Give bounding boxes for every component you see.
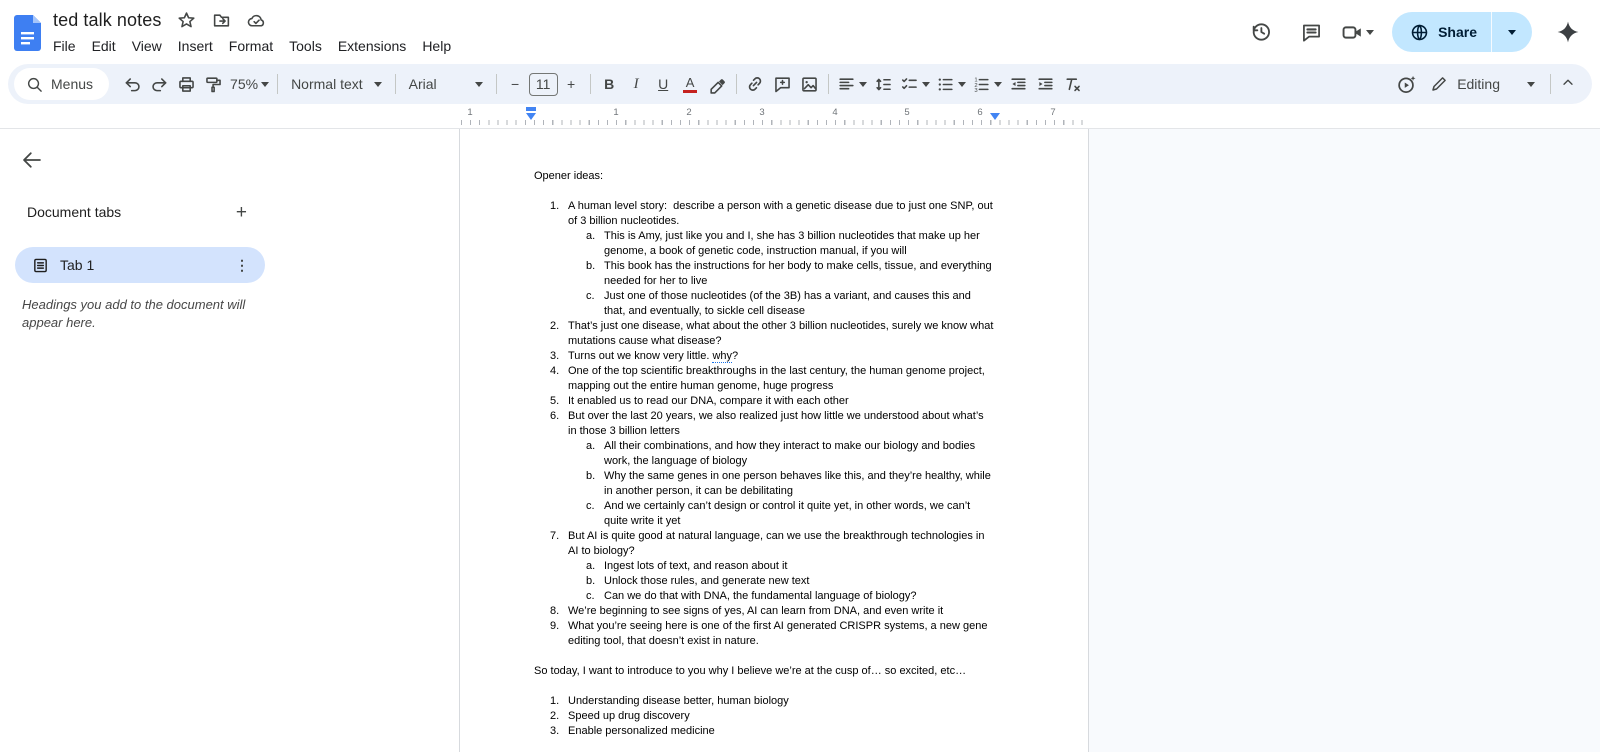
line-spacing-button[interactable]: [870, 70, 897, 98]
align-caret-icon: [859, 82, 867, 87]
doc-list-item[interactable]: [534, 574, 994, 589]
menu-insert[interactable]: Insert: [177, 37, 213, 54]
doc-list-item[interactable]: [534, 604, 994, 619]
undo-button[interactable]: [119, 70, 146, 98]
list-marker: 2.: [550, 710, 560, 722]
style-caret-icon: [374, 82, 382, 87]
zoom-value: 75%: [230, 76, 259, 92]
list-item-text[interactable]: One of the top scientific breakthroughs in the last century, the human genome project, mapping out the entire human genome, huge progress: [568, 365, 988, 392]
menu-file[interactable]: File: [53, 37, 76, 54]
list-marker: 7.: [550, 530, 560, 542]
bulleted-list-icon: [936, 75, 955, 94]
list-marker: a.: [586, 560, 596, 572]
checklist-caret-icon: [922, 82, 930, 87]
star-icon[interactable]: [177, 11, 196, 30]
list-marker: 1.: [550, 200, 560, 212]
page[interactable]: [459, 129, 1089, 752]
ruler-number: 3: [756, 107, 767, 118]
doc-list-item[interactable]: [534, 709, 994, 724]
list-marker: c.: [586, 500, 595, 512]
doc-list-item[interactable]: [534, 409, 994, 439]
menu-help[interactable]: Help: [422, 37, 452, 54]
minus-icon: −: [511, 76, 520, 92]
share-button[interactable]: [1392, 12, 1532, 52]
doc-list-item[interactable]: [534, 469, 994, 499]
doc-list-item[interactable]: [534, 229, 994, 259]
highlight-color-button[interactable]: [704, 70, 731, 98]
bulleted-list-caret-icon: [958, 82, 966, 87]
doc-numbered-list: [534, 694, 994, 739]
svg-text:3: 3: [973, 87, 978, 94]
checklist-icon: [900, 75, 919, 94]
ruler-strip: [0, 104, 1600, 129]
print-icon: [177, 75, 196, 94]
comments-icon: [1301, 22, 1322, 43]
doc-list-item[interactable]: [534, 559, 994, 574]
doc-list-item[interactable]: [534, 694, 994, 709]
editor-canvas: [459, 129, 1600, 752]
list-marker: 3.: [550, 725, 560, 737]
ruler-number: 7: [1047, 107, 1058, 118]
doc-list-item[interactable]: [534, 319, 997, 349]
list-item-text[interactable]: Understanding disease better, human biology: [568, 695, 789, 707]
tabs-help-text: Headings you add to the document will appear here.: [22, 297, 246, 330]
bulleted-list-button[interactable]: [933, 70, 969, 98]
list-marker: b.: [586, 260, 596, 272]
menu-view[interactable]: View: [131, 37, 162, 54]
list-item-text[interactable]: Turns out we know very little. why?: [568, 350, 739, 362]
italic-button[interactable]: [623, 70, 650, 98]
tabs-header: [15, 201, 265, 223]
menu-extensions[interactable]: Extensions: [337, 37, 407, 54]
left-indent-marker[interactable]: [526, 113, 536, 120]
doc-numbered-list: [534, 199, 997, 649]
hide-menus-button[interactable]: [1556, 74, 1586, 95]
list-marker: 9.: [550, 620, 560, 632]
tab-document-icon: [32, 257, 49, 274]
toolbar-divider: [736, 74, 737, 94]
tab-item-tab1[interactable]: [15, 247, 265, 283]
list-marker: c.: [586, 290, 595, 302]
toolbar-divider: [277, 74, 278, 94]
list-marker: b.: [586, 470, 596, 482]
list-item-text[interactable]: Unlock those rules, and generate new text: [604, 575, 810, 587]
doc-paragraph[interactable]: So today, I want to introduce to you why I believe we’re at the cusp of… so excited, etc…: [534, 665, 967, 677]
chevron-up-icon: [1560, 74, 1576, 90]
svg-text:1: 1: [973, 77, 978, 84]
numbered-list-caret-icon: [994, 82, 1002, 87]
menus-label: Menus: [51, 76, 94, 92]
doc-list-item[interactable]: [534, 259, 994, 289]
list-marker: 2.: [550, 320, 560, 332]
redo-button[interactable]: [146, 70, 173, 98]
list-item-text[interactable]: A human level story: describe a person with a genetic disease due to just one SNP, out of 3 billion nucleotides.: [568, 200, 996, 227]
share-options-button[interactable]: [1492, 12, 1532, 52]
text-color-button[interactable]: [677, 70, 704, 98]
toolbar-divider: [1550, 74, 1551, 94]
content-area: [0, 129, 1600, 752]
clear-formatting-icon: [1063, 75, 1082, 94]
list-item-text[interactable]: Can we do that with DNA, the fundamental language of biology?: [604, 590, 917, 602]
doc-list-item[interactable]: [534, 364, 994, 394]
print-button[interactable]: [173, 70, 200, 98]
spellcheck-flagged-word: why: [712, 350, 733, 362]
highlighter-icon: [708, 75, 727, 94]
doc-paragraph[interactable]: Opener ideas:: [534, 170, 604, 182]
menu-edit[interactable]: Edit: [91, 37, 116, 54]
search-icon: [26, 76, 43, 93]
list-marker: 6.: [550, 410, 560, 422]
list-item-text[interactable]: Ingest lots of text, and reason about it: [604, 560, 788, 572]
menu-format[interactable]: Format: [228, 37, 274, 54]
gemini-button[interactable]: [1548, 12, 1588, 52]
redo-icon: [150, 75, 169, 94]
list-item-text[interactable]: And we certainly can’t design or control it quite yet, in other words, we can’t quite write it yet: [604, 500, 974, 527]
list-marker: a.: [586, 440, 596, 452]
list-marker: 1.: [550, 695, 560, 707]
bold-icon: B: [604, 76, 615, 92]
catch-me-up-button[interactable]: [1393, 70, 1420, 98]
list-marker: a.: [586, 230, 596, 242]
ruler[interactable]: [459, 104, 1089, 128]
paint-roller-icon: [204, 75, 223, 94]
numbered-list-icon: [972, 75, 991, 94]
list-item-text[interactable]: That’s just one disease, what about the other 3 billion nucleotides, surely we know what mutations cause what disease?: [568, 320, 997, 347]
align-left-icon: [837, 75, 856, 94]
list-item-text[interactable]: We’re beginning to see signs of yes, AI can learn from DNA, and even write it: [568, 605, 944, 617]
toolbar-divider: [496, 74, 497, 94]
list-item-text[interactable]: All their combinations, and how they interact to make our biology and bodies work, the language of biology: [604, 440, 979, 467]
doc-list-item[interactable]: [534, 349, 994, 364]
document-title[interactable]: ted talk notes: [53, 10, 162, 30]
line-spacing-icon: [874, 75, 893, 94]
search-menus-button[interactable]: [14, 68, 109, 100]
svg-text:2: 2: [973, 82, 978, 89]
doc-list-item[interactable]: [534, 724, 994, 739]
text-color-icon: A: [683, 76, 697, 93]
list-item-text[interactable]: But over the last 20 years, we also realized just how little we understood about what’s in those 3 billion letters: [568, 410, 987, 437]
history-clock-icon: [1250, 21, 1272, 43]
doc-list-item[interactable]: [534, 499, 994, 529]
ruler-number: 2: [683, 107, 694, 118]
add-comment-icon: [773, 75, 792, 94]
decrease-indent-icon: [1009, 75, 1028, 94]
menu-tools[interactable]: Tools: [289, 37, 322, 54]
gemini-sparkle-icon: [1556, 20, 1580, 44]
clear-formatting-button[interactable]: [1059, 70, 1086, 98]
list-marker: b.: [586, 575, 596, 587]
tab-options-kebab-icon[interactable]: ⋮: [235, 256, 249, 273]
doc-list-item[interactable]: [534, 529, 994, 559]
share-caret-icon: [1508, 30, 1516, 35]
list-item-text[interactable]: This book has the instructions for her body to make cells, tissue, and everything needed for her to live: [604, 260, 995, 287]
increase-indent-button[interactable]: [1032, 70, 1059, 98]
format-toolbar: [8, 64, 1592, 104]
editing-caret-icon: [1527, 82, 1535, 87]
editing-mode-select[interactable]: [1420, 70, 1545, 98]
paragraph-style-select[interactable]: [283, 70, 390, 98]
list-item-text[interactable]: Enable personalized medicine: [568, 725, 715, 737]
list-marker: 3.: [550, 350, 560, 362]
font-family-value: Arial: [408, 76, 437, 92]
join-call-button[interactable]: [1341, 21, 1374, 44]
comments-button[interactable]: [1291, 12, 1331, 52]
add-comment-button[interactable]: [769, 70, 796, 98]
ai-catch-up-icon: [1396, 74, 1417, 95]
undo-icon: [123, 75, 142, 94]
doc-list-item[interactable]: [534, 289, 994, 319]
doc-list-item[interactable]: [534, 439, 994, 469]
underline-button[interactable]: [650, 70, 677, 98]
insert-link-button[interactable]: [742, 70, 769, 98]
paragraph-style-value: Normal text: [291, 76, 363, 92]
call-options-caret-icon: [1366, 30, 1374, 35]
ruler-number: 5: [901, 107, 912, 118]
paint-format-button[interactable]: [200, 70, 227, 98]
google-docs-logo-icon[interactable]: [14, 15, 41, 51]
list-item-text[interactable]: But AI is quite good at natural language, can we use the breakthrough technologies in AI to biology?: [568, 530, 987, 557]
close-sidebar-button[interactable]: [14, 142, 50, 178]
underline-icon: U: [658, 76, 669, 92]
video-camera-icon: [1341, 21, 1364, 44]
globe-icon: [1410, 23, 1429, 42]
list-item-text[interactable]: Why the same genes in one person behaves like this, and they’re healthy, while in another person, it can be debilitating: [604, 470, 994, 497]
tabs-column: [15, 201, 265, 332]
ruler-number: 1: [464, 107, 475, 118]
first-line-indent-marker[interactable]: [526, 107, 536, 111]
font-caret-icon: [475, 82, 483, 87]
list-item-text[interactable]: What you’re seeing here is one of the first AI generated CRISPR systems, a new gene editing tool, that doesn’t exist in nature.: [568, 620, 991, 647]
list-marker: 8.: [550, 605, 560, 617]
list-item-text[interactable]: This is Amy, just like you and I, she has 3 billion nucleotides that make up her genome, a book of genetic code, instruction manual, if you will: [604, 230, 983, 257]
tab-label: Tab 1: [60, 257, 95, 273]
top-bar: [0, 0, 1600, 64]
ruler-ticks: [461, 120, 1089, 125]
zoom-caret-icon: [261, 82, 269, 87]
link-icon: [745, 74, 765, 94]
doc-list-item[interactable]: [534, 589, 994, 604]
back-arrow-icon: [21, 149, 43, 171]
ruler-number: 1: [610, 107, 621, 118]
pencil-icon: [1430, 75, 1448, 93]
checklist-button[interactable]: [897, 70, 933, 98]
toolbar-divider: [395, 74, 396, 94]
right-indent-marker[interactable]: [990, 113, 1000, 120]
increase-font-size-button[interactable]: [558, 70, 585, 98]
doc-list-item[interactable]: [534, 619, 994, 649]
italic-icon: I: [633, 75, 639, 92]
document-tabs-sidebar: [0, 129, 459, 752]
plus-icon: +: [567, 76, 576, 92]
numbered-list-button[interactable]: [969, 70, 1005, 98]
toolbar-divider: [590, 74, 591, 94]
share-main-section[interactable]: [1392, 12, 1491, 52]
image-icon: [800, 75, 819, 94]
doc-list-item[interactable]: [534, 199, 994, 229]
move-to-folder-icon[interactable]: [212, 11, 231, 30]
toolbar-divider: [828, 74, 829, 94]
add-tab-button[interactable]: +: [235, 201, 247, 223]
list-item-text[interactable]: Speed up drug discovery: [568, 710, 690, 722]
ruler-number: 4: [829, 107, 840, 118]
list-marker: c.: [586, 590, 595, 602]
bold-button[interactable]: [596, 70, 623, 98]
list-marker: 4.: [550, 365, 560, 377]
zoom-select[interactable]: [227, 70, 272, 98]
list-marker: 5.: [550, 395, 560, 407]
insert-image-button[interactable]: [796, 70, 823, 98]
font-family-select[interactable]: [401, 70, 491, 98]
tabs-title: Document tabs: [27, 204, 122, 220]
ruler-number: 6: [974, 107, 985, 118]
list-item-text[interactable]: It enabled us to read our DNA, compare it with each other: [568, 395, 849, 407]
version-history-button[interactable]: [1241, 12, 1281, 52]
menu-bar: [45, 35, 459, 57]
align-button[interactable]: [834, 70, 870, 98]
font-size-input[interactable]: 11: [529, 73, 558, 96]
list-item-text[interactable]: Just one of those nucleotides (of the 3B) has a variant, and causes this and that, and eventually, to sickle cell disease: [604, 290, 974, 317]
increase-indent-icon: [1036, 75, 1055, 94]
decrease-font-size-button[interactable]: [502, 70, 529, 98]
share-button-label: Share: [1438, 24, 1477, 40]
editing-mode-value: Editing: [1457, 76, 1500, 92]
document-status-cloud-icon[interactable]: [247, 11, 266, 30]
decrease-indent-button[interactable]: [1005, 70, 1032, 98]
doc-list-item[interactable]: [534, 394, 994, 409]
